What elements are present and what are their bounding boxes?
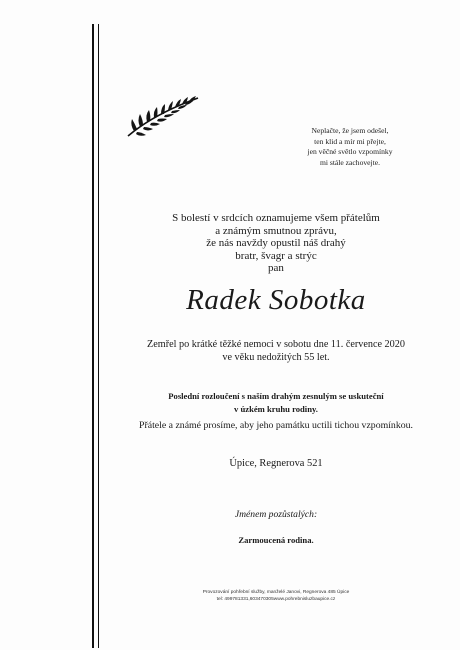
intro-line: bratr, švagr a strýc <box>235 249 317 262</box>
left-border-line-thin <box>98 24 99 648</box>
farewell-line: Poslední rozloučení s naším drahým zesnulým se uskuteční <box>168 391 384 401</box>
farewell-info <box>100 390 452 416</box>
memorial-verse <box>300 126 400 168</box>
death-line: ve věku nedožitých 55 let. <box>222 352 330 363</box>
farewell-line: v úzkém kruhu rodiny. <box>234 404 318 414</box>
verse-line: mi stále zachovejte. <box>319 157 381 167</box>
death-details <box>100 338 452 364</box>
family-address: Úpice, Regnerova 521 <box>229 458 323 469</box>
verse-line: ten klid a mír mi přejte, <box>314 136 386 146</box>
announcement-intro <box>100 212 452 275</box>
intro-line: a známým smutnou zprávu, <box>215 224 337 237</box>
left-border-line <box>92 24 94 648</box>
deceased-name: Radek Sobotka <box>186 284 366 316</box>
footer-line: Provozování pohřební služby, manželé Janovi, Regnerova 485 Úpice <box>202 590 350 595</box>
death-line: Zemřel po krátké těžké nemoci v sobotu dne 11. července 2020 <box>147 339 405 350</box>
palm-branch-icon <box>124 94 200 140</box>
verse-line: Neplačte, že jsem odešel, <box>311 126 389 135</box>
footer-line: tel: 499781331,603470305www.pohrebnisluzbaupice.cz <box>216 596 336 602</box>
intro-line: že nás navždy opustil náš drahý <box>206 237 346 250</box>
family-signature: Zarmoucená rodina. <box>238 535 314 545</box>
intro-line: pan <box>268 262 284 275</box>
intro-line: S bolestí v srdcích oznamujeme všem přátelům <box>172 212 380 224</box>
verse-line: jen věčné světlo vzpomínky <box>307 147 393 156</box>
funeral-service-footer <box>100 590 452 603</box>
on-behalf-label: Jménem pozůstalých: <box>234 509 318 520</box>
friends-request: Přátele a známé prosíme, aby jeho památku uctili tichou vzpomínkou. <box>139 420 413 431</box>
